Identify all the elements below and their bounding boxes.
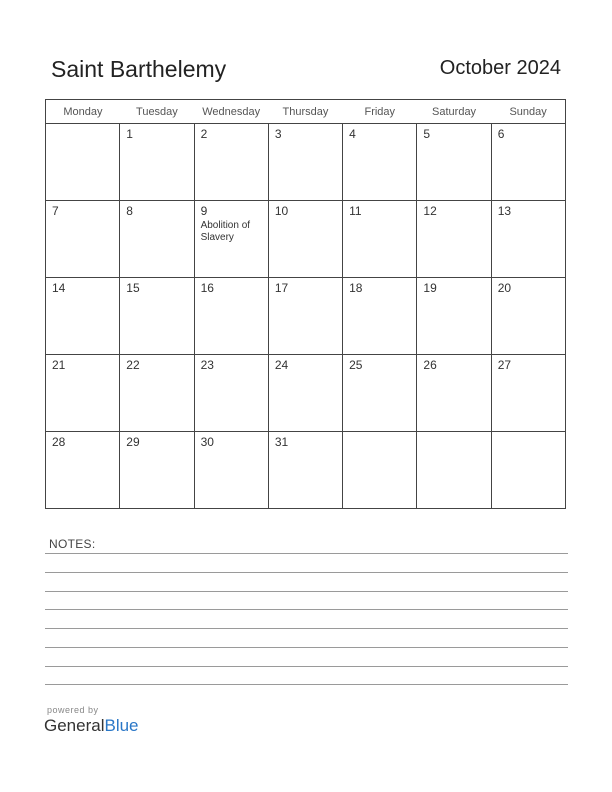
day-number: 18 (349, 281, 363, 295)
weekday-header: Monday (46, 100, 120, 124)
logo-general-text: General (44, 716, 105, 735)
calendar-grid (45, 99, 566, 509)
weekday-header: Wednesday (194, 100, 268, 124)
week-row (46, 124, 566, 201)
day-cell (46, 432, 120, 509)
day-cell (268, 355, 342, 432)
week-row (46, 432, 566, 509)
day-cell (120, 432, 194, 509)
day-cell (120, 355, 194, 432)
day-cell (491, 201, 565, 278)
day-cell (268, 201, 342, 278)
week-row (46, 355, 566, 432)
day-number: 5 (423, 127, 431, 141)
notes-line (45, 572, 568, 573)
day-cell (491, 432, 565, 509)
weekday-header: Thursday (268, 100, 342, 124)
day-cell (343, 201, 417, 278)
country-title: Saint Barthelemy (51, 56, 227, 82)
logo-blue-text: Blue (104, 716, 139, 735)
day-number: 12 (423, 204, 437, 218)
day-cell (120, 278, 194, 355)
day-cell (417, 124, 491, 201)
day-number: 28 (52, 435, 66, 449)
day-number: 23 (200, 358, 214, 372)
week-row (46, 201, 566, 278)
week-row (46, 278, 566, 355)
day-number: 31 (274, 435, 289, 449)
day-number: 6 (497, 127, 505, 141)
weekday-header-row (46, 100, 566, 124)
day-cell (491, 124, 565, 201)
notes-label: NOTES: (49, 537, 96, 551)
day-number: 8 (126, 204, 133, 218)
day-number: 24 (274, 358, 289, 372)
notes-line (45, 591, 568, 592)
day-number: 30 (200, 435, 214, 449)
day-number: 21 (52, 358, 66, 372)
day-number: 15 (126, 281, 140, 295)
notes-line (45, 628, 568, 629)
day-cell (343, 355, 417, 432)
weekday-header: Friday (343, 100, 417, 124)
day-cell (491, 278, 565, 355)
day-cell (46, 124, 120, 201)
day-cell (194, 355, 268, 432)
day-cell (491, 355, 565, 432)
day-cell (194, 278, 268, 355)
day-cell (46, 278, 120, 355)
day-number: 17 (274, 281, 289, 295)
day-cell (268, 278, 342, 355)
day-cell (194, 124, 268, 201)
day-cell (120, 124, 194, 201)
day-cell (417, 432, 491, 509)
day-number: 14 (52, 281, 66, 295)
day-cell (46, 201, 120, 278)
notes-line (45, 684, 568, 685)
day-number: 22 (126, 358, 140, 372)
day-cell (46, 355, 120, 432)
notes-line (45, 666, 568, 667)
generalblue-logo (44, 716, 139, 736)
day-number: 3 (274, 127, 282, 141)
day-cell (343, 432, 417, 509)
day-number: 16 (200, 281, 214, 295)
powered-by-text: powered by (47, 705, 99, 715)
day-cell (194, 432, 268, 509)
day-number: 27 (497, 358, 512, 372)
day-cell (343, 278, 417, 355)
day-cell (343, 124, 417, 201)
day-cell (417, 278, 491, 355)
notes-line (45, 647, 568, 648)
weekday-header: Sunday (491, 100, 565, 124)
notes-line (45, 553, 568, 554)
day-number: 19 (423, 281, 437, 295)
day-number: 29 (126, 435, 140, 449)
day-number: 25 (349, 358, 363, 372)
month-year-title: October 2024 (439, 57, 561, 79)
day-number: 4 (349, 127, 356, 141)
day-number: 2 (200, 127, 208, 141)
day-cell (268, 432, 342, 509)
day-number: 9 (200, 204, 208, 218)
day-number: 1 (126, 127, 133, 141)
day-cell (120, 201, 194, 278)
day-number: 20 (497, 281, 512, 295)
day-number: 13 (497, 204, 512, 218)
weekday-header: Tuesday (120, 100, 194, 124)
day-number: 7 (52, 204, 59, 218)
day-number: 26 (423, 358, 437, 372)
notes-line (45, 609, 568, 610)
day-cell (417, 355, 491, 432)
day-number: 11 (349, 204, 362, 218)
holiday-label: Abolition of Slavery (200, 220, 251, 243)
weekday-header: Saturday (417, 100, 491, 124)
day-cell (417, 201, 491, 278)
day-cell (268, 124, 342, 201)
day-cell (194, 201, 268, 278)
day-number: 10 (274, 204, 289, 218)
